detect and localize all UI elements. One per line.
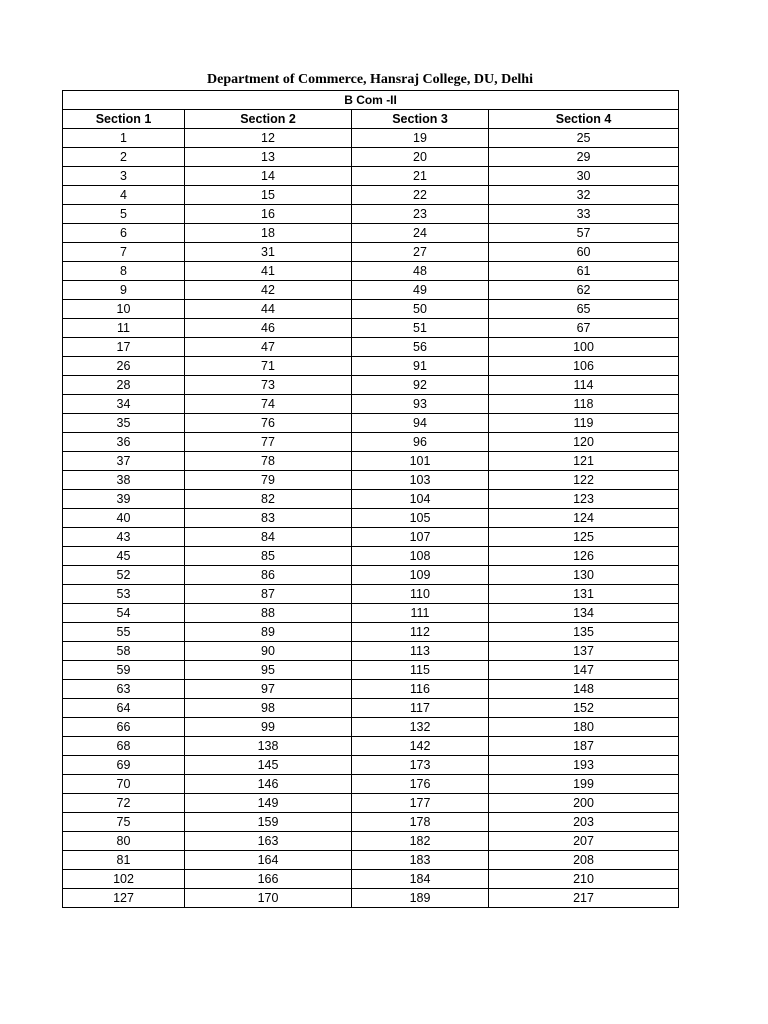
table-cell-section-1: 59 bbox=[63, 661, 185, 680]
table-cell-section-1: 35 bbox=[63, 414, 185, 433]
table-cell-section-3: 111 bbox=[352, 604, 489, 623]
table-cell-section-2: 159 bbox=[185, 813, 352, 832]
table-cell-section-3: 107 bbox=[352, 528, 489, 547]
table-cell-section-4: 217 bbox=[489, 889, 679, 908]
table-cell-section-3: 101 bbox=[352, 452, 489, 471]
table-cell-section-2: 146 bbox=[185, 775, 352, 794]
table-cell-section-1: 81 bbox=[63, 851, 185, 870]
table-cell-section-2: 84 bbox=[185, 528, 352, 547]
table-cell-section-3: 22 bbox=[352, 186, 489, 205]
table-row bbox=[63, 756, 679, 775]
table-row bbox=[63, 338, 679, 357]
table-cell-section-1: 80 bbox=[63, 832, 185, 851]
table-cell-section-3: 109 bbox=[352, 566, 489, 585]
table-cell-section-2: 18 bbox=[185, 224, 352, 243]
table-cell-section-4: 100 bbox=[489, 338, 679, 357]
table-cell-section-3: 183 bbox=[352, 851, 489, 870]
table-cell-section-2: 85 bbox=[185, 547, 352, 566]
table-cell-section-4: 106 bbox=[489, 357, 679, 376]
table-row bbox=[63, 281, 679, 300]
table-cell-section-1: 64 bbox=[63, 699, 185, 718]
table-cell-section-2: 98 bbox=[185, 699, 352, 718]
table-cell-section-3: 110 bbox=[352, 585, 489, 604]
table-cell-section-4: 208 bbox=[489, 851, 679, 870]
table-cell-section-3: 104 bbox=[352, 490, 489, 509]
table-cell-section-2: 41 bbox=[185, 262, 352, 281]
table-cell-section-1: 4 bbox=[63, 186, 185, 205]
table-cell-section-3: 173 bbox=[352, 756, 489, 775]
table-cell-section-1: 66 bbox=[63, 718, 185, 737]
table-cell-section-2: 87 bbox=[185, 585, 352, 604]
table-row bbox=[63, 623, 679, 642]
table-cell-section-2: 145 bbox=[185, 756, 352, 775]
table-cell-section-1: 2 bbox=[63, 148, 185, 167]
table-row bbox=[63, 224, 679, 243]
table-body bbox=[63, 129, 679, 908]
table-cell-section-4: 124 bbox=[489, 509, 679, 528]
table-row bbox=[63, 433, 679, 452]
table-cell-section-2: 42 bbox=[185, 281, 352, 300]
table-cell-section-3: 105 bbox=[352, 509, 489, 528]
table-cell-section-1: 11 bbox=[63, 319, 185, 338]
table-cell-section-2: 166 bbox=[185, 870, 352, 889]
table-cell-section-3: 94 bbox=[352, 414, 489, 433]
table-cell-section-1: 53 bbox=[63, 585, 185, 604]
table-cell-section-1: 17 bbox=[63, 338, 185, 357]
table-row bbox=[63, 889, 679, 908]
table-cell-section-3: 116 bbox=[352, 680, 489, 699]
table-cell-section-3: 108 bbox=[352, 547, 489, 566]
table-cell-section-4: 65 bbox=[489, 300, 679, 319]
table-cell-section-3: 50 bbox=[352, 300, 489, 319]
table-cell-section-4: 152 bbox=[489, 699, 679, 718]
table-cell-section-2: 77 bbox=[185, 433, 352, 452]
table-cell-section-2: 170 bbox=[185, 889, 352, 908]
header-row bbox=[63, 110, 679, 129]
column-header-section-1: Section 1 bbox=[63, 110, 185, 129]
table-cell-section-4: 200 bbox=[489, 794, 679, 813]
table-cell-section-1: 26 bbox=[63, 357, 185, 376]
table-cell-section-4: 120 bbox=[489, 433, 679, 452]
table-cell-section-4: 61 bbox=[489, 262, 679, 281]
table-row bbox=[63, 376, 679, 395]
table-cell-section-1: 127 bbox=[63, 889, 185, 908]
table-row bbox=[63, 452, 679, 471]
table-cell-section-4: 207 bbox=[489, 832, 679, 851]
table-cell-section-4: 130 bbox=[489, 566, 679, 585]
table-cell-section-1: 3 bbox=[63, 167, 185, 186]
table-cell-section-2: 97 bbox=[185, 680, 352, 699]
table-cell-section-3: 177 bbox=[352, 794, 489, 813]
table-cell-section-3: 19 bbox=[352, 129, 489, 148]
table-row bbox=[63, 186, 679, 205]
table-row bbox=[63, 167, 679, 186]
table-cell-section-4: 199 bbox=[489, 775, 679, 794]
table-cell-section-1: 39 bbox=[63, 490, 185, 509]
table-cell-section-2: 74 bbox=[185, 395, 352, 414]
table-cell-section-1: 1 bbox=[63, 129, 185, 148]
table-cell-section-2: 44 bbox=[185, 300, 352, 319]
table-row bbox=[63, 262, 679, 281]
table-cell-section-2: 163 bbox=[185, 832, 352, 851]
table-cell-section-3: 49 bbox=[352, 281, 489, 300]
class-label: B Com -II bbox=[63, 91, 679, 110]
table-row bbox=[63, 851, 679, 870]
table-cell-section-2: 89 bbox=[185, 623, 352, 642]
table-cell-section-1: 54 bbox=[63, 604, 185, 623]
table-row bbox=[63, 718, 679, 737]
table-cell-section-3: 21 bbox=[352, 167, 489, 186]
table-row bbox=[63, 813, 679, 832]
table-cell-section-2: 88 bbox=[185, 604, 352, 623]
table-cell-section-4: 67 bbox=[489, 319, 679, 338]
table-row bbox=[63, 832, 679, 851]
table-cell-section-2: 12 bbox=[185, 129, 352, 148]
table-cell-section-3: 112 bbox=[352, 623, 489, 642]
table-cell-section-1: 58 bbox=[63, 642, 185, 661]
table-cell-section-4: 60 bbox=[489, 243, 679, 262]
table-cell-section-1: 102 bbox=[63, 870, 185, 889]
table-cell-section-2: 82 bbox=[185, 490, 352, 509]
table-cell-section-4: 203 bbox=[489, 813, 679, 832]
table-row bbox=[63, 699, 679, 718]
table-cell-section-1: 63 bbox=[63, 680, 185, 699]
table-row bbox=[63, 604, 679, 623]
table-cell-section-4: 123 bbox=[489, 490, 679, 509]
table-row bbox=[63, 395, 679, 414]
table-row bbox=[63, 471, 679, 490]
table-cell-section-4: 118 bbox=[489, 395, 679, 414]
table-cell-section-3: 115 bbox=[352, 661, 489, 680]
table-cell-section-2: 78 bbox=[185, 452, 352, 471]
table-cell-section-1: 5 bbox=[63, 205, 185, 224]
table-cell-section-2: 99 bbox=[185, 718, 352, 737]
table-row bbox=[63, 243, 679, 262]
table-cell-section-2: 138 bbox=[185, 737, 352, 756]
table-cell-section-3: 176 bbox=[352, 775, 489, 794]
table-cell-section-4: 30 bbox=[489, 167, 679, 186]
table-cell-section-3: 27 bbox=[352, 243, 489, 262]
table-cell-section-3: 96 bbox=[352, 433, 489, 452]
table-cell-section-2: 71 bbox=[185, 357, 352, 376]
table-cell-section-2: 164 bbox=[185, 851, 352, 870]
table-row bbox=[63, 319, 679, 338]
table-cell-section-4: 114 bbox=[489, 376, 679, 395]
table-cell-section-1: 45 bbox=[63, 547, 185, 566]
table-cell-section-3: 184 bbox=[352, 870, 489, 889]
class-row bbox=[63, 91, 679, 110]
table-row bbox=[63, 509, 679, 528]
table-cell-section-1: 28 bbox=[63, 376, 185, 395]
table-cell-section-2: 90 bbox=[185, 642, 352, 661]
table-row bbox=[63, 414, 679, 433]
table-cell-section-1: 75 bbox=[63, 813, 185, 832]
table-cell-section-2: 79 bbox=[185, 471, 352, 490]
table-cell-section-3: 23 bbox=[352, 205, 489, 224]
table-cell-section-3: 182 bbox=[352, 832, 489, 851]
table-cell-section-2: 13 bbox=[185, 148, 352, 167]
table-cell-section-1: 72 bbox=[63, 794, 185, 813]
table-row bbox=[63, 642, 679, 661]
table-row bbox=[63, 680, 679, 699]
table-cell-section-4: 126 bbox=[489, 547, 679, 566]
table-row bbox=[63, 661, 679, 680]
table-cell-section-3: 132 bbox=[352, 718, 489, 737]
table-cell-section-4: 57 bbox=[489, 224, 679, 243]
table-cell-section-4: 137 bbox=[489, 642, 679, 661]
table-cell-section-3: 103 bbox=[352, 471, 489, 490]
table-cell-section-3: 48 bbox=[352, 262, 489, 281]
table-cell-section-2: 15 bbox=[185, 186, 352, 205]
table-row bbox=[63, 547, 679, 566]
table-row bbox=[63, 205, 679, 224]
table-row bbox=[63, 585, 679, 604]
table-cell-section-3: 91 bbox=[352, 357, 489, 376]
table-cell-section-2: 149 bbox=[185, 794, 352, 813]
table-cell-section-1: 36 bbox=[63, 433, 185, 452]
table-cell-section-1: 37 bbox=[63, 452, 185, 471]
table-cell-section-3: 189 bbox=[352, 889, 489, 908]
table-cell-section-1: 43 bbox=[63, 528, 185, 547]
table-cell-section-1: 68 bbox=[63, 737, 185, 756]
table-cell-section-3: 20 bbox=[352, 148, 489, 167]
table-cell-section-1: 9 bbox=[63, 281, 185, 300]
table-cell-section-4: 134 bbox=[489, 604, 679, 623]
table-cell-section-1: 10 bbox=[63, 300, 185, 319]
table-cell-section-3: 178 bbox=[352, 813, 489, 832]
table-row bbox=[63, 737, 679, 756]
table-cell-section-1: 6 bbox=[63, 224, 185, 243]
table-cell-section-4: 125 bbox=[489, 528, 679, 547]
table-cell-section-4: 147 bbox=[489, 661, 679, 680]
section-roll-table bbox=[62, 90, 679, 908]
table-cell-section-4: 122 bbox=[489, 471, 679, 490]
table-cell-section-1: 40 bbox=[63, 509, 185, 528]
table-cell-section-3: 93 bbox=[352, 395, 489, 414]
table-row bbox=[63, 129, 679, 148]
table-cell-section-3: 92 bbox=[352, 376, 489, 395]
table-cell-section-1: 38 bbox=[63, 471, 185, 490]
table-cell-section-4: 187 bbox=[489, 737, 679, 756]
table-row bbox=[63, 528, 679, 547]
table-cell-section-4: 131 bbox=[489, 585, 679, 604]
table-cell-section-3: 24 bbox=[352, 224, 489, 243]
table-row bbox=[63, 357, 679, 376]
table-cell-section-3: 56 bbox=[352, 338, 489, 357]
table-cell-section-4: 29 bbox=[489, 148, 679, 167]
column-header-section-3: Section 3 bbox=[352, 110, 489, 129]
table-cell-section-2: 73 bbox=[185, 376, 352, 395]
table-cell-section-3: 51 bbox=[352, 319, 489, 338]
table-cell-section-3: 113 bbox=[352, 642, 489, 661]
table-cell-section-3: 117 bbox=[352, 699, 489, 718]
table-cell-section-1: 8 bbox=[63, 262, 185, 281]
table-cell-section-4: 121 bbox=[489, 452, 679, 471]
table-cell-section-4: 32 bbox=[489, 186, 679, 205]
table-row bbox=[63, 490, 679, 509]
table-cell-section-4: 33 bbox=[489, 205, 679, 224]
table-cell-section-1: 52 bbox=[63, 566, 185, 585]
table-row bbox=[63, 775, 679, 794]
table-row bbox=[63, 148, 679, 167]
table-cell-section-2: 46 bbox=[185, 319, 352, 338]
table-cell-section-2: 47 bbox=[185, 338, 352, 357]
table-cell-section-2: 83 bbox=[185, 509, 352, 528]
table-cell-section-2: 76 bbox=[185, 414, 352, 433]
table-cell-section-2: 14 bbox=[185, 167, 352, 186]
table-row bbox=[63, 566, 679, 585]
table-cell-section-1: 55 bbox=[63, 623, 185, 642]
table-cell-section-4: 62 bbox=[489, 281, 679, 300]
table-row bbox=[63, 870, 679, 889]
table-cell-section-4: 119 bbox=[489, 414, 679, 433]
table-cell-section-1: 69 bbox=[63, 756, 185, 775]
table-cell-section-1: 70 bbox=[63, 775, 185, 794]
table-cell-section-2: 86 bbox=[185, 566, 352, 585]
table-cell-section-4: 193 bbox=[489, 756, 679, 775]
table-cell-section-4: 148 bbox=[489, 680, 679, 699]
table-cell-section-2: 16 bbox=[185, 205, 352, 224]
table-cell-section-2: 95 bbox=[185, 661, 352, 680]
document-title: Department of Commerce, Hansraj College, DU, Delhi bbox=[207, 72, 533, 87]
table-cell-section-3: 142 bbox=[352, 737, 489, 756]
table-cell-section-1: 7 bbox=[63, 243, 185, 262]
table-cell-section-4: 25 bbox=[489, 129, 679, 148]
table-cell-section-2: 31 bbox=[185, 243, 352, 262]
table-cell-section-4: 135 bbox=[489, 623, 679, 642]
table-cell-section-4: 180 bbox=[489, 718, 679, 737]
table-row bbox=[63, 794, 679, 813]
table-cell-section-1: 34 bbox=[63, 395, 185, 414]
column-header-section-4: Section 4 bbox=[489, 110, 679, 129]
column-header-section-2: Section 2 bbox=[185, 110, 352, 129]
table-row bbox=[63, 300, 679, 319]
table-cell-section-4: 210 bbox=[489, 870, 679, 889]
